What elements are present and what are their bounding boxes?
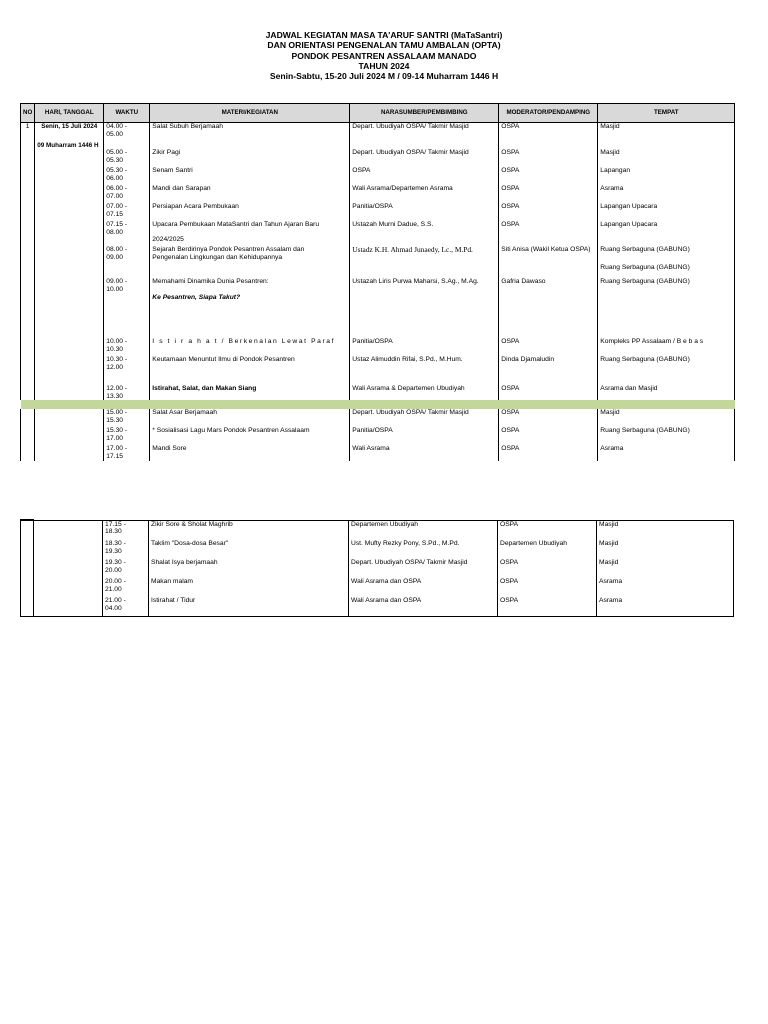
cell-no (21, 427, 35, 445)
cell-time-line-2: 10.00 (106, 285, 124, 293)
cell-time-line-1: 10.30 - (106, 356, 128, 364)
cell-time (104, 409, 150, 427)
cell-day (35, 427, 104, 445)
cell-speaker: OSPA (350, 167, 499, 185)
cell-place-line-1: Masjid (599, 559, 619, 566)
cell-material (150, 123, 350, 150)
cell-speaker: Wali Asrama (350, 445, 499, 460)
cell-material-line-2: Ke Pesantren, Siapa Takut? (152, 293, 241, 301)
cell-material (150, 221, 350, 246)
cell-day (35, 203, 104, 221)
cell-time-line-2: 08.00 (106, 228, 124, 236)
table-row (21, 338, 735, 356)
cell-speaker: Panitia/OSPA (350, 203, 499, 221)
cell-moderator: OSPA (499, 203, 598, 221)
cell-speaker: Depart. Ubudiyah OSPA/ Takmir Masjid (350, 123, 499, 150)
cell-speaker: Wali Asrama/Departemen Asrama (350, 185, 499, 203)
cell-material-line-1: Upacara Pembukaan MataSantri dan Tahun Ajaran Baru (152, 221, 320, 229)
cell-moderator: OSPA (498, 597, 597, 616)
cell-speaker: Panitia/OSPA (350, 427, 499, 445)
cell-time-line-1: 04.00 - (106, 123, 128, 130)
table-row (21, 167, 735, 185)
cell-material-line-1: Zikir Sore & Sholat Maghrib (151, 520, 233, 528)
cell-material-line-2: 2024/2025 (152, 235, 184, 243)
cell-speaker: Depart. Ubudiyah OSPA/ Takmir Masjid (350, 409, 499, 427)
table-row (21, 246, 735, 278)
cell-place-line-1: Kompleks PP Assalaam / B e b a s (600, 338, 704, 346)
cell-material (150, 149, 350, 167)
cell-day (35, 123, 104, 150)
cell-time-line-1: 09.00 - (106, 278, 128, 286)
cell-place-line-1: Ruang Serbaguna (GABUNG) (600, 427, 690, 435)
cell-place (598, 221, 735, 246)
cell-moderator: OSPA (499, 185, 598, 203)
title-line-2: DAN ORIENTASI PENGENALAN TAMU AMBALAN (OPTA) (267, 40, 501, 51)
cell-time-line-2: 15.30 (106, 416, 124, 424)
title-line-3: PONDOK PESANTREN ASSALAAM MANADO (291, 50, 477, 61)
header-speaker: NARASUMBER/PEMBIMBING (350, 104, 499, 123)
cell-place-line-1: Lapangan Upacara (600, 203, 658, 211)
cell-speaker: Departemen Ubudiyah (349, 520, 498, 540)
cell-place (598, 149, 735, 167)
day-date: Senin, 15 Juli 2024 (41, 123, 98, 130)
cell-place (597, 597, 734, 616)
cell-no (21, 338, 35, 356)
cell-moderator: OSPA (499, 409, 598, 427)
cell-no (21, 278, 35, 338)
cell-no (21, 540, 34, 559)
cell-time-line-1: 12.00 - (106, 385, 128, 393)
cell-material-line-1: Mandi dan Sarapan (152, 185, 211, 193)
header-moderator: MODERATOR/PENDAMPING (499, 104, 598, 123)
cell-place-line-2: Ruang Serbaguna (GABUNG) (600, 263, 690, 271)
cell-material (149, 578, 349, 597)
cell-moderator: Departemen Ubudiyah (498, 540, 597, 559)
cell-place-line-1: Masjid (599, 520, 619, 528)
cell-speaker: Wali Asrama & Departemen Ubudiyah (350, 385, 499, 400)
cell-moderator: OSPA (499, 445, 598, 460)
day-hijri: 09 Muharram 1446 H (37, 141, 99, 149)
table-row (21, 203, 735, 221)
cell-time-line-2: 17.00 (106, 434, 124, 442)
cell-day (35, 185, 104, 203)
cell-material-line-1: Memahami Dinamika Dunia Pesantren: (152, 278, 269, 286)
cell-place-line-1: Asrama (599, 578, 623, 585)
cell-time-line-1: 15.30 - (106, 427, 128, 435)
cell-moderator: OSPA (498, 578, 597, 597)
cell-place (597, 520, 734, 540)
title-line-5: Senin-Sabtu, 15-20 Juli 2024 M / 09-14 Muharram 1446 H (269, 71, 499, 82)
cell-place-line-1: Ruang Serbaguna (GABUNG) (600, 246, 690, 254)
cell-day (34, 559, 103, 578)
cell-time-line-1: 08.00 - (106, 246, 128, 254)
cell-place (598, 278, 735, 338)
cell-time-line-2: 05.30 (106, 156, 124, 164)
cell-material (150, 278, 350, 338)
cell-moderator: Siti Anisa (Wakil Ketua OSPA) (499, 246, 598, 278)
cell-time-line-2: 19.30 (105, 547, 122, 555)
header-place: TEMPAT (598, 104, 735, 123)
cell-no: 1 (21, 123, 35, 150)
cell-no (21, 167, 35, 185)
cell-time (104, 356, 150, 385)
cell-material (150, 445, 350, 460)
table-header-row (21, 104, 735, 123)
cell-moderator: Dinda Djamaludin (499, 356, 598, 385)
cell-moderator: OSPA (499, 427, 598, 445)
title-line-4: TAHUN 2024 (358, 60, 410, 71)
cell-no (21, 149, 35, 167)
cell-place-line-1: Lapangan (600, 167, 631, 175)
table-row (21, 185, 735, 203)
cell-time-line-1: 17.00 - (106, 445, 128, 453)
schedule-table-continued (20, 519, 734, 617)
cell-time-line-1: 20.00 - (105, 578, 126, 585)
cell-time (104, 445, 150, 460)
table-row (21, 559, 734, 578)
cell-place-line-1: Masjid (600, 409, 620, 417)
cell-material (149, 540, 349, 559)
cell-place-line-1: Ruang Serbaguna (GABUNG) (600, 356, 690, 364)
cell-material (149, 520, 349, 540)
cell-time (104, 123, 150, 150)
cell-material (149, 559, 349, 578)
cell-material-line-1: Shalat Isya berjamaah (151, 559, 218, 566)
cell-no (21, 221, 35, 246)
cell-time-line-2: 17.15 (106, 452, 124, 460)
cell-day (34, 597, 103, 616)
cell-place-line-1: Lapangan Upacara (600, 221, 658, 229)
cell-speaker: Depart. Ubudiyah OSPA/ Takmir Masjid (350, 149, 499, 167)
cell-time (104, 221, 150, 246)
cell-moderator: Gafria Dawaso (499, 278, 598, 338)
cell-time (104, 149, 150, 167)
cell-place (598, 185, 735, 203)
cell-place (598, 385, 735, 400)
cell-material-line-1: Keutamaan Menuntut Ilmu di Pondok Pesantren (152, 356, 295, 364)
cell-time (103, 559, 149, 578)
cell-time-line-1: 10.00 - (106, 338, 128, 346)
cell-time-line-1: 05.30 - (106, 167, 128, 175)
cell-place (597, 540, 734, 559)
cell-place-line-1: Masjid (599, 540, 619, 547)
cell-time (103, 578, 149, 597)
cell-speaker: Ustaz Alimuddin Rifai, S.Pd., M.Hum. (350, 356, 499, 385)
cell-material (150, 338, 350, 356)
cell-time (104, 246, 150, 278)
cell-place (598, 167, 735, 185)
cell-place (597, 578, 734, 597)
cell-moderator: OSPA (499, 221, 598, 246)
table-row (21, 540, 734, 559)
cell-material-line-1: Makan malam (151, 578, 193, 585)
cell-time-line-2: 21.00 (105, 585, 122, 593)
cell-material-line-1: Istirahat / Tidur (151, 597, 196, 604)
cell-place (598, 445, 735, 460)
table-row (21, 427, 735, 445)
cell-no (21, 356, 35, 385)
cell-speaker: Ustadz K.H. Ahmad Junaedy, Lc., M.Pd. (350, 246, 499, 278)
cell-material (150, 246, 350, 278)
cell-speaker: Panitia/OSPA (350, 338, 499, 356)
cell-day (35, 167, 104, 185)
cell-no (21, 559, 34, 578)
cell-place (598, 356, 735, 385)
cell-no (21, 445, 35, 460)
cell-time (103, 597, 149, 616)
cell-day (35, 149, 104, 167)
cell-time-line-2: 13.30 (106, 392, 124, 400)
cell-moderator: OSPA (498, 559, 597, 578)
cell-speaker: Wali Asrama dan OSPA (349, 597, 498, 616)
cell-day (35, 356, 104, 385)
cell-material (150, 385, 350, 400)
cell-time-line-1: 07.00 - (106, 203, 128, 211)
cell-time (104, 427, 150, 445)
table-row (21, 356, 735, 385)
cell-no (21, 385, 35, 400)
cell-material-line-1: Senam Santri (152, 167, 193, 175)
cell-place-line-1: Masjid (600, 149, 620, 157)
table-row (21, 385, 735, 400)
cell-moderator: OSPA (499, 149, 598, 167)
cell-material (150, 356, 350, 385)
cell-no (21, 185, 35, 203)
header-no: NO (21, 104, 35, 123)
cell-place-line-1: Masjid (600, 123, 620, 130)
cell-time-line-1: 18.30 - (105, 540, 126, 547)
cell-speaker: Ustazah Murni Dadue, S.S. (350, 221, 499, 246)
cell-no (21, 597, 34, 616)
cell-place (597, 559, 734, 578)
cell-no (21, 409, 35, 427)
cell-day (35, 445, 104, 460)
cell-no (21, 203, 35, 221)
cell-place (598, 123, 735, 150)
cell-time-line-2: 20.00 (105, 566, 122, 574)
cell-material (150, 427, 350, 445)
table-row (21, 520, 734, 540)
cell-material-line-1: * Sosialisasi Lagu Mars Pondok Pesantren Assalaam (152, 427, 310, 435)
cell-no (21, 520, 34, 540)
cell-place-line-1: Asrama (600, 445, 624, 453)
cell-day (35, 278, 104, 338)
cell-material (150, 167, 350, 185)
cell-time (104, 385, 150, 400)
table-row (21, 445, 735, 460)
cell-time (104, 278, 150, 338)
cell-time-line-1: 21.00 - (105, 597, 126, 604)
title-line-1: JADWAL KEGIATAN MASA TA'ARUF SANTRI (MaTaSantri) (265, 30, 503, 40)
cell-material-line-1: Taklim "Dosa-dosa Besar" (151, 540, 229, 547)
cell-moderator: OSPA (499, 167, 598, 185)
cell-day (35, 385, 104, 400)
cell-speaker: Depart. Ubudiyah OSPA/ Takmir Masjid (349, 559, 498, 578)
cell-time-line-2: 07.00 (106, 192, 124, 200)
cell-day (35, 338, 104, 356)
cell-day (35, 409, 104, 427)
cell-time-line-1: 05.00 - (106, 149, 128, 157)
cell-time-line-1: 15.00 - (106, 409, 128, 417)
cell-time-line-1: 19.30 - (105, 559, 126, 566)
table-row (21, 597, 734, 616)
cell-moderator: OSPA (499, 385, 598, 400)
table-row (21, 409, 735, 427)
cell-time-line-2: 06.00 (106, 174, 124, 182)
cell-place (598, 409, 735, 427)
cell-day (34, 520, 103, 540)
cell-time (103, 520, 149, 540)
cell-moderator: OSPA (499, 338, 598, 356)
separator-cell (21, 400, 735, 409)
table-row (21, 123, 735, 150)
table-row (21, 221, 735, 246)
cell-moderator: OSPA (499, 123, 598, 150)
cell-speaker: Ustazah Liris Purwa Maharsi, S.Ag., M.Ag. (350, 278, 499, 338)
cell-time (104, 338, 150, 356)
cell-material (150, 409, 350, 427)
cell-material-line-1: Salat Asar Berjamaah (152, 409, 217, 417)
cell-time-line-2: 10.30 (106, 345, 124, 353)
cell-speaker: Wali Asrama dan OSPA (349, 578, 498, 597)
cell-time (104, 185, 150, 203)
cell-time-line-2: 18.30 (105, 528, 122, 536)
cell-time-line-2: 07.15 (106, 210, 124, 218)
header-day: HARI, TANGGAL (35, 104, 104, 123)
cell-material-line-2: Pengenalan Lingkungan dan Kehidupannya (152, 253, 283, 261)
cell-material-line-1: I s t i r a h a t / Berkenalan Lewat Paraf (152, 338, 336, 346)
cell-time-line-2: 04.00 (105, 604, 122, 612)
cell-time-line-2: 12.00 (106, 363, 124, 371)
cell-material-line-1: Istirahat, Salat, dan Makan Siang (152, 385, 257, 393)
cell-time (103, 540, 149, 559)
cell-material-line-1: Mandi Sore (152, 445, 187, 453)
cell-place-line-1: Asrama (600, 185, 624, 193)
cell-material-line-1: Salat Subuh Berjamaah (152, 123, 223, 130)
cell-day (35, 246, 104, 278)
cell-moderator: OSPA (498, 520, 597, 540)
break-separator-row (21, 400, 735, 409)
cell-time-line-1: 07.15 - (106, 221, 128, 229)
table-row (21, 578, 734, 597)
table-row (21, 278, 735, 338)
cell-place-line-1: Ruang Serbaguna (GABUNG) (600, 278, 690, 286)
cell-material (149, 597, 349, 616)
cell-material-line-1: Sejarah Berdirinya Pondok Pesantren Assalam dan (152, 246, 305, 254)
cell-place (598, 203, 735, 221)
cell-day (34, 578, 103, 597)
cell-time (104, 167, 150, 185)
cell-time-line-1: 06.00 - (106, 185, 128, 193)
cell-no (21, 246, 35, 278)
document-title (0, 30, 768, 81)
header-material: MATERI/KEGIATAN (150, 104, 350, 123)
cell-time-line-1: 17.15 - (105, 520, 126, 528)
cell-time-line-2: 05.00 (106, 130, 124, 138)
cell-time-line-2: 09.00 (106, 253, 124, 261)
cell-place (598, 246, 735, 278)
cell-day (35, 221, 104, 246)
cell-material (150, 203, 350, 221)
cell-speaker: Ust. Mufty Rezky Pony, S.Pd., M.Pd. (349, 540, 498, 559)
cell-no (21, 578, 34, 597)
cell-material-line-1: Persiapan Acara Pembukaan (152, 203, 239, 211)
schedule-table (20, 103, 735, 461)
cell-material-line-1: Zikir Pagi (152, 149, 181, 157)
cell-material (150, 185, 350, 203)
cell-day (34, 540, 103, 559)
cell-place-line-1: Asrama (599, 597, 623, 604)
cell-place-line-1: Asrama dan Masjid (600, 385, 658, 393)
cell-place (598, 427, 735, 445)
cell-time (104, 203, 150, 221)
table-row (21, 149, 735, 167)
cell-place (598, 338, 735, 356)
header-time: WAKTU (104, 104, 150, 123)
